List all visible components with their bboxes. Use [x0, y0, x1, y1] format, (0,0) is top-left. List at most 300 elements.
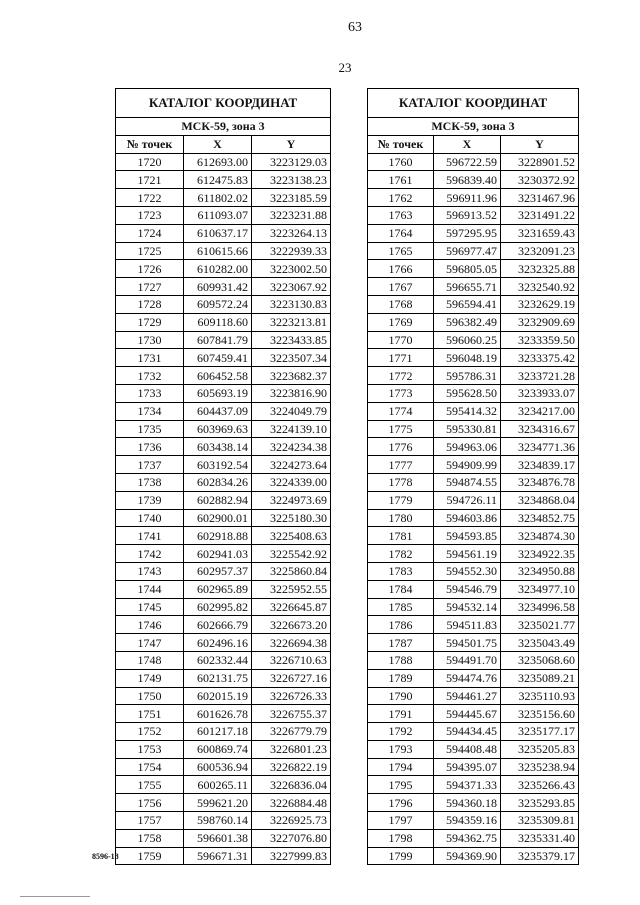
- point-number-cell: 1756: [116, 794, 184, 812]
- point-number-cell: 1777: [368, 456, 434, 474]
- table-row: [368, 580, 579, 598]
- table-zone: МСК-59, зона 3: [368, 118, 579, 136]
- table-row: [368, 331, 579, 349]
- point-number-cell: 1722: [116, 189, 184, 207]
- table-row: [116, 794, 331, 812]
- table-row: [368, 598, 579, 616]
- y-coordinate-cell: 3224234.38: [252, 438, 331, 456]
- y-coordinate-cell: 3223816.90: [252, 384, 331, 402]
- y-coordinate-cell: 3235110.93: [501, 687, 579, 705]
- y-coordinate-cell: 3222939.33: [252, 242, 331, 260]
- x-coordinate-cell: 602882.94: [184, 491, 252, 509]
- table-row: [116, 580, 331, 598]
- table-row: [368, 758, 579, 776]
- y-coordinate-cell: 3234852.75: [501, 509, 579, 527]
- point-number-cell: 1739: [116, 491, 184, 509]
- point-number-cell: 1723: [116, 206, 184, 224]
- table-row: [368, 295, 579, 313]
- y-coordinate-cell: 3232909.69: [501, 313, 579, 331]
- column-header-x: X: [434, 135, 501, 153]
- x-coordinate-cell: 602900.01: [184, 509, 252, 527]
- x-coordinate-cell: 595786.31: [434, 367, 501, 385]
- x-coordinate-cell: 594491.70: [434, 651, 501, 669]
- point-number-cell: 1793: [368, 740, 434, 758]
- point-number-cell: 1751: [116, 705, 184, 723]
- table-row: [368, 545, 579, 563]
- y-coordinate-cell: 3226727.16: [252, 669, 331, 687]
- x-coordinate-cell: 606452.58: [184, 367, 252, 385]
- point-number-cell: 1761: [368, 171, 434, 189]
- table-row: [116, 616, 331, 634]
- table-row: [368, 847, 579, 865]
- table-row: [116, 295, 331, 313]
- point-number-cell: 1796: [368, 794, 434, 812]
- point-number-cell: 1791: [368, 705, 434, 723]
- x-coordinate-cell: 611093.07: [184, 206, 252, 224]
- y-coordinate-cell: 3226726.33: [252, 687, 331, 705]
- point-number-cell: 1792: [368, 723, 434, 741]
- y-coordinate-cell: 3233933.07: [501, 384, 579, 402]
- table-row: [116, 242, 331, 260]
- y-coordinate-cell: 3225952.55: [252, 580, 331, 598]
- table-row: [116, 776, 331, 794]
- point-number-cell: 1754: [116, 758, 184, 776]
- table-row: [368, 723, 579, 741]
- y-coordinate-cell: 3235021.77: [501, 616, 579, 634]
- y-coordinate-cell: 3223213.81: [252, 313, 331, 331]
- y-coordinate-cell: 3223264.13: [252, 224, 331, 242]
- table-row: [116, 740, 331, 758]
- table-row: [368, 242, 579, 260]
- point-number-cell: 1758: [116, 829, 184, 847]
- x-coordinate-cell: 603192.54: [184, 456, 252, 474]
- x-coordinate-cell: 594511.83: [434, 616, 501, 634]
- x-coordinate-cell: 596913.52: [434, 206, 501, 224]
- x-coordinate-cell: 596839.40: [434, 171, 501, 189]
- point-number-cell: 1775: [368, 420, 434, 438]
- table-row: [116, 456, 331, 474]
- point-number-cell: 1772: [368, 367, 434, 385]
- table-row: [116, 349, 331, 367]
- point-number-cell: 1767: [368, 278, 434, 296]
- document-code: 8596-18: [92, 852, 119, 861]
- y-coordinate-cell: 3234316.67: [501, 420, 579, 438]
- y-coordinate-cell: 3226694.38: [252, 634, 331, 652]
- point-number-cell: 1753: [116, 740, 184, 758]
- sheet-number: 23: [338, 60, 352, 75]
- table-row: [116, 705, 331, 723]
- table-row: [368, 438, 579, 456]
- table-row: [368, 812, 579, 830]
- table-row: [116, 634, 331, 652]
- y-coordinate-cell: 3226645.87: [252, 598, 331, 616]
- table-row: [368, 456, 579, 474]
- y-coordinate-cell: 3226755.37: [252, 705, 331, 723]
- bottom-rule: [20, 896, 90, 897]
- y-coordinate-cell: 3234876.78: [501, 473, 579, 491]
- y-coordinate-cell: 3223185.59: [252, 189, 331, 207]
- x-coordinate-cell: 594395.07: [434, 758, 501, 776]
- x-coordinate-cell: 596048.19: [434, 349, 501, 367]
- x-coordinate-cell: 600265.11: [184, 776, 252, 794]
- y-coordinate-cell: 3235293.85: [501, 794, 579, 812]
- x-coordinate-cell: 596060.25: [434, 331, 501, 349]
- point-number-cell: 1783: [368, 562, 434, 580]
- table-row: [116, 260, 331, 278]
- y-coordinate-cell: 3231467.96: [501, 189, 579, 207]
- y-coordinate-cell: 3226801.23: [252, 740, 331, 758]
- x-coordinate-cell: 594546.79: [434, 580, 501, 598]
- table-row: [368, 509, 579, 527]
- y-coordinate-cell: 3224273.64: [252, 456, 331, 474]
- point-number-cell: 1774: [368, 402, 434, 420]
- point-number-cell: 1726: [116, 260, 184, 278]
- table-row: [116, 562, 331, 580]
- y-coordinate-cell: 3224139.10: [252, 420, 331, 438]
- x-coordinate-cell: 602496.16: [184, 634, 252, 652]
- table-row: [116, 278, 331, 296]
- x-coordinate-cell: 594445.67: [434, 705, 501, 723]
- column-header-y: Y: [252, 135, 331, 153]
- x-coordinate-cell: 610615.66: [184, 242, 252, 260]
- point-number-cell: 1741: [116, 527, 184, 545]
- point-number-cell: 1780: [368, 509, 434, 527]
- x-coordinate-cell: 594474.76: [434, 669, 501, 687]
- x-coordinate-cell: 607841.79: [184, 331, 252, 349]
- point-number-cell: 1790: [368, 687, 434, 705]
- x-coordinate-cell: 594963.06: [434, 438, 501, 456]
- y-coordinate-cell: 3234950.88: [501, 562, 579, 580]
- point-number-cell: 1785: [368, 598, 434, 616]
- point-number-cell: 1732: [116, 367, 184, 385]
- table-row: [116, 420, 331, 438]
- point-number-cell: 1737: [116, 456, 184, 474]
- table-row: [116, 367, 331, 385]
- y-coordinate-cell: 3235068.60: [501, 651, 579, 669]
- point-number-cell: 1724: [116, 224, 184, 242]
- x-coordinate-cell: 609118.60: [184, 313, 252, 331]
- point-number-cell: 1735: [116, 420, 184, 438]
- table-row: [116, 723, 331, 741]
- y-coordinate-cell: 3223507.34: [252, 349, 331, 367]
- y-coordinate-cell: 3231659.43: [501, 224, 579, 242]
- x-coordinate-cell: 610637.17: [184, 224, 252, 242]
- point-number-cell: 1755: [116, 776, 184, 794]
- table-row: [116, 491, 331, 509]
- x-coordinate-cell: 595330.81: [434, 420, 501, 438]
- point-number-cell: 1778: [368, 473, 434, 491]
- x-coordinate-cell: 602834.26: [184, 473, 252, 491]
- table-row: [368, 705, 579, 723]
- x-coordinate-cell: 611802.02: [184, 189, 252, 207]
- table-row: [116, 669, 331, 687]
- y-coordinate-cell: 3235043.49: [501, 634, 579, 652]
- point-number-cell: 1729: [116, 313, 184, 331]
- table-row: [116, 812, 331, 830]
- table-row: [368, 278, 579, 296]
- y-coordinate-cell: 3232540.92: [501, 278, 579, 296]
- point-number-cell: 1759: [116, 847, 184, 865]
- x-coordinate-cell: 596805.05: [434, 260, 501, 278]
- point-number-cell: 1743: [116, 562, 184, 580]
- x-coordinate-cell: 602131.75: [184, 669, 252, 687]
- x-coordinate-cell: 596977.47: [434, 242, 501, 260]
- point-number-cell: 1745: [116, 598, 184, 616]
- table-row: [368, 562, 579, 580]
- x-coordinate-cell: 609572.24: [184, 295, 252, 313]
- x-coordinate-cell: 602332.44: [184, 651, 252, 669]
- x-coordinate-cell: 603438.14: [184, 438, 252, 456]
- y-coordinate-cell: 3223130.83: [252, 295, 331, 313]
- x-coordinate-cell: 594909.99: [434, 456, 501, 474]
- point-number-cell: 1770: [368, 331, 434, 349]
- x-coordinate-cell: 596911.96: [434, 189, 501, 207]
- table-row: [368, 171, 579, 189]
- y-coordinate-cell: 3232091.23: [501, 242, 579, 260]
- point-number-cell: 1744: [116, 580, 184, 598]
- x-coordinate-cell: 602666.79: [184, 616, 252, 634]
- table-body: [116, 153, 331, 865]
- x-coordinate-cell: 594593.85: [434, 527, 501, 545]
- table-row: [368, 527, 579, 545]
- table-row: [368, 420, 579, 438]
- y-coordinate-cell: 3224049.79: [252, 402, 331, 420]
- table-row: [368, 313, 579, 331]
- coordinate-catalog-table-left: [115, 88, 331, 865]
- point-number-cell: 1748: [116, 651, 184, 669]
- point-number-cell: 1742: [116, 545, 184, 563]
- table-row: [368, 794, 579, 812]
- point-number-cell: 1725: [116, 242, 184, 260]
- y-coordinate-cell: 3233359.50: [501, 331, 579, 349]
- point-number-cell: 1769: [368, 313, 434, 331]
- page-number: 63: [348, 20, 362, 35]
- point-number-cell: 1764: [368, 224, 434, 242]
- table-row: [116, 527, 331, 545]
- x-coordinate-cell: 594603.86: [434, 509, 501, 527]
- column-header-y: Y: [501, 135, 579, 153]
- y-coordinate-cell: 3223067.92: [252, 278, 331, 296]
- x-coordinate-cell: 596671.31: [184, 847, 252, 865]
- column-header-x: X: [184, 135, 252, 153]
- y-coordinate-cell: 3226779.79: [252, 723, 331, 741]
- y-coordinate-cell: 3225860.84: [252, 562, 331, 580]
- x-coordinate-cell: 594360.18: [434, 794, 501, 812]
- point-number-cell: 1736: [116, 438, 184, 456]
- y-coordinate-cell: 3235266.43: [501, 776, 579, 794]
- y-coordinate-cell: 3227999.83: [252, 847, 331, 865]
- table-row: [368, 634, 579, 652]
- table-row: [368, 776, 579, 794]
- table-row: [368, 616, 579, 634]
- table-row: [368, 384, 579, 402]
- x-coordinate-cell: 596655.71: [434, 278, 501, 296]
- y-coordinate-cell: 3234996.58: [501, 598, 579, 616]
- y-coordinate-cell: 3224973.69: [252, 491, 331, 509]
- table-row: [116, 171, 331, 189]
- y-coordinate-cell: 3226884.48: [252, 794, 331, 812]
- point-number-cell: 1789: [368, 669, 434, 687]
- y-coordinate-cell: 3231491.22: [501, 206, 579, 224]
- y-coordinate-cell: 3226710.63: [252, 651, 331, 669]
- x-coordinate-cell: 598760.14: [184, 812, 252, 830]
- point-number-cell: 1795: [368, 776, 434, 794]
- table-row: [116, 224, 331, 242]
- x-coordinate-cell: 594552.30: [434, 562, 501, 580]
- point-number-cell: 1766: [368, 260, 434, 278]
- point-number-cell: 1733: [116, 384, 184, 402]
- y-coordinate-cell: 3234977.10: [501, 580, 579, 598]
- x-coordinate-cell: 597295.95: [434, 224, 501, 242]
- point-number-cell: 1784: [368, 580, 434, 598]
- y-coordinate-cell: 3225408.63: [252, 527, 331, 545]
- x-coordinate-cell: 602965.89: [184, 580, 252, 598]
- y-coordinate-cell: 3234217.00: [501, 402, 579, 420]
- column-header-point: № точек: [116, 135, 184, 153]
- table-row: [116, 402, 331, 420]
- table-row: [116, 438, 331, 456]
- table-title: КАТАЛОГ КООРДИНАТ: [368, 89, 579, 118]
- table-row: [116, 313, 331, 331]
- point-number-cell: 1773: [368, 384, 434, 402]
- x-coordinate-cell: 594461.27: [434, 687, 501, 705]
- table-row: [116, 153, 331, 171]
- x-coordinate-cell: 594561.19: [434, 545, 501, 563]
- table-row: [368, 829, 579, 847]
- x-coordinate-cell: 602918.88: [184, 527, 252, 545]
- point-number-cell: 1782: [368, 545, 434, 563]
- table-row: [368, 687, 579, 705]
- y-coordinate-cell: 3226836.04: [252, 776, 331, 794]
- table-row: [116, 384, 331, 402]
- x-coordinate-cell: 605693.19: [184, 384, 252, 402]
- table-row: [368, 260, 579, 278]
- point-number-cell: 1734: [116, 402, 184, 420]
- table-row: [116, 473, 331, 491]
- y-coordinate-cell: 3228901.52: [501, 153, 579, 171]
- point-number-cell: 1720: [116, 153, 184, 171]
- table-row: [116, 651, 331, 669]
- point-number-cell: 1749: [116, 669, 184, 687]
- table-row: [116, 598, 331, 616]
- y-coordinate-cell: 3234839.17: [501, 456, 579, 474]
- point-number-cell: 1727: [116, 278, 184, 296]
- point-number-cell: 1747: [116, 634, 184, 652]
- table-row: [368, 402, 579, 420]
- x-coordinate-cell: 603969.63: [184, 420, 252, 438]
- point-number-cell: 1776: [368, 438, 434, 456]
- x-coordinate-cell: 596722.59: [434, 153, 501, 171]
- point-number-cell: 1794: [368, 758, 434, 776]
- table-row: [368, 224, 579, 242]
- x-coordinate-cell: 602941.03: [184, 545, 252, 563]
- point-number-cell: 1763: [368, 206, 434, 224]
- y-coordinate-cell: 3226822.19: [252, 758, 331, 776]
- table-row: [368, 669, 579, 687]
- y-coordinate-cell: 3233375.42: [501, 349, 579, 367]
- y-coordinate-cell: 3225542.92: [252, 545, 331, 563]
- point-number-cell: 1787: [368, 634, 434, 652]
- y-coordinate-cell: 3235205.83: [501, 740, 579, 758]
- table-row: [368, 651, 579, 669]
- point-number-cell: 1750: [116, 687, 184, 705]
- point-number-cell: 1771: [368, 349, 434, 367]
- point-number-cell: 1746: [116, 616, 184, 634]
- x-coordinate-cell: 595414.32: [434, 402, 501, 420]
- column-header-point: № точек: [368, 135, 434, 153]
- coordinate-catalog-table-right: [367, 88, 579, 865]
- x-coordinate-cell: 594408.48: [434, 740, 501, 758]
- x-coordinate-cell: 595628.50: [434, 384, 501, 402]
- x-coordinate-cell: 601626.78: [184, 705, 252, 723]
- table-row: [116, 545, 331, 563]
- y-coordinate-cell: 3234771.36: [501, 438, 579, 456]
- x-coordinate-cell: 602995.82: [184, 598, 252, 616]
- table-row: [368, 153, 579, 171]
- point-number-cell: 1799: [368, 847, 434, 865]
- x-coordinate-cell: 594369.90: [434, 847, 501, 865]
- x-coordinate-cell: 596601.38: [184, 829, 252, 847]
- y-coordinate-cell: 3235331.40: [501, 829, 579, 847]
- x-coordinate-cell: 594532.14: [434, 598, 501, 616]
- x-coordinate-cell: 594501.75: [434, 634, 501, 652]
- point-number-cell: 1731: [116, 349, 184, 367]
- y-coordinate-cell: 3235238.94: [501, 758, 579, 776]
- x-coordinate-cell: 601217.18: [184, 723, 252, 741]
- table-row: [368, 189, 579, 207]
- point-number-cell: 1788: [368, 651, 434, 669]
- table-row: [116, 847, 331, 865]
- point-number-cell: 1798: [368, 829, 434, 847]
- y-coordinate-cell: 3226925.73: [252, 812, 331, 830]
- table-row: [116, 687, 331, 705]
- point-number-cell: 1760: [368, 153, 434, 171]
- point-number-cell: 1786: [368, 616, 434, 634]
- point-number-cell: 1768: [368, 295, 434, 313]
- y-coordinate-cell: 3224339.00: [252, 473, 331, 491]
- x-coordinate-cell: 609931.42: [184, 278, 252, 296]
- y-coordinate-cell: 3230372.92: [501, 171, 579, 189]
- y-coordinate-cell: 3235309.81: [501, 812, 579, 830]
- y-coordinate-cell: 3225180.30: [252, 509, 331, 527]
- x-coordinate-cell: 594359.16: [434, 812, 501, 830]
- x-coordinate-cell: 594726.11: [434, 491, 501, 509]
- x-coordinate-cell: 594874.55: [434, 473, 501, 491]
- x-coordinate-cell: 610282.00: [184, 260, 252, 278]
- point-number-cell: 1738: [116, 473, 184, 491]
- table-row: [116, 189, 331, 207]
- table-body: [368, 153, 579, 865]
- x-coordinate-cell: 594371.33: [434, 776, 501, 794]
- point-number-cell: 1728: [116, 295, 184, 313]
- table-row: [368, 473, 579, 491]
- y-coordinate-cell: 3235177.17: [501, 723, 579, 741]
- x-coordinate-cell: 594362.75: [434, 829, 501, 847]
- x-coordinate-cell: 600869.74: [184, 740, 252, 758]
- table-row: [116, 758, 331, 776]
- x-coordinate-cell: 596594.41: [434, 295, 501, 313]
- table-row: [116, 829, 331, 847]
- x-coordinate-cell: 599621.20: [184, 794, 252, 812]
- y-coordinate-cell: 3223433.85: [252, 331, 331, 349]
- x-coordinate-cell: 612475.83: [184, 171, 252, 189]
- point-number-cell: 1757: [116, 812, 184, 830]
- x-coordinate-cell: 604437.09: [184, 402, 252, 420]
- y-coordinate-cell: 3234868.04: [501, 491, 579, 509]
- table-row: [368, 349, 579, 367]
- y-coordinate-cell: 3223682.37: [252, 367, 331, 385]
- point-number-cell: 1781: [368, 527, 434, 545]
